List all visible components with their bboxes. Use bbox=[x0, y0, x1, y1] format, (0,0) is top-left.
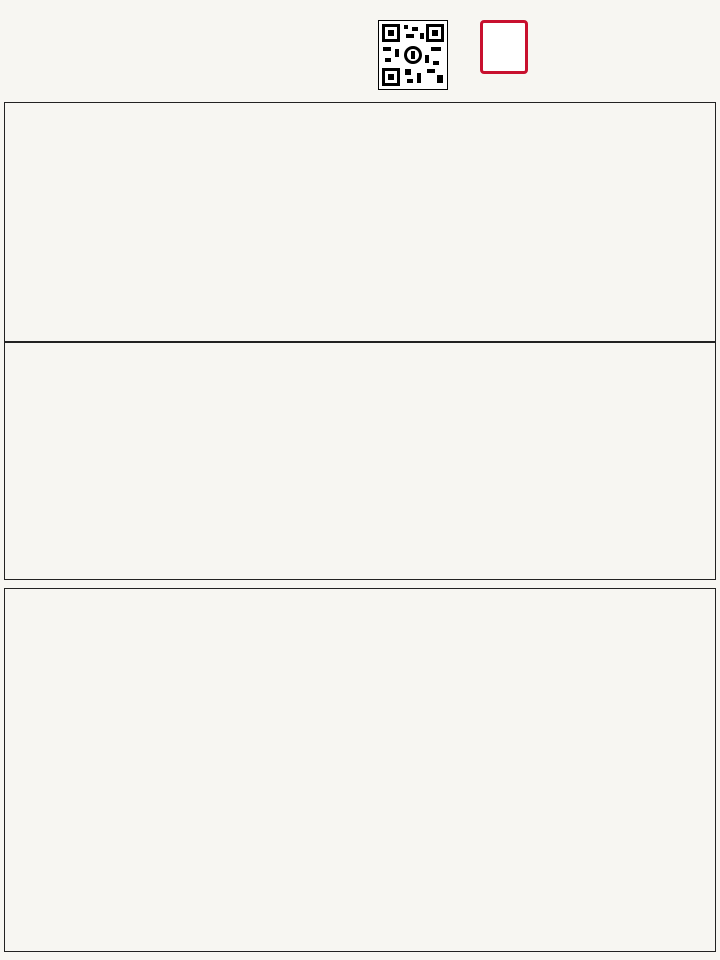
luu-nien-table bbox=[4, 588, 716, 952]
dai-van-grid bbox=[4, 342, 716, 580]
four-pillars-chart bbox=[4, 102, 716, 342]
header bbox=[0, 0, 720, 100]
seal-stamp bbox=[480, 20, 528, 74]
qr-code-icon[interactable] bbox=[378, 20, 448, 90]
seal-text bbox=[485, 25, 523, 69]
